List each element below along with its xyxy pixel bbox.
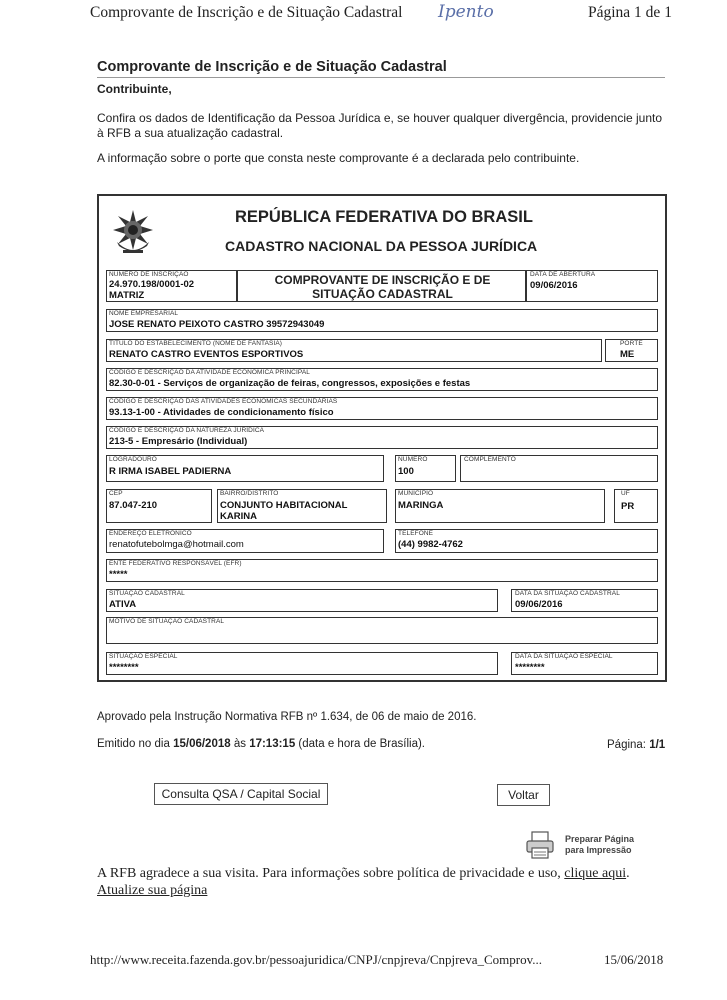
page-indicator <box>607 739 665 751</box>
print-header-page: Página 1 de 1 <box>588 4 672 21</box>
atividade-principal-value: 82.30-0-01 - Serviços de organização de feiras, congressos, exposições e festas <box>109 378 471 389</box>
data-situacao-value: 09/06/2016 <box>515 599 563 610</box>
uf-box <box>614 489 658 523</box>
print-footer-date: 15/06/2018 <box>604 952 664 967</box>
email-box <box>106 529 384 553</box>
efr-label: ENTE FEDERATIVO RESPONSÁVEL (EFR) <box>109 560 242 567</box>
situacao-especial-box <box>106 652 498 675</box>
printer-icon[interactable] <box>524 830 556 860</box>
natureza-juridica-label: CÓDIGO E DESCRIÇÃO DA NATUREZA JURÍDICA <box>109 427 265 434</box>
thanks-note <box>97 865 657 899</box>
cnpj-heading: CADASTRO NACIONAL DA PESSOA JURÍDICA <box>225 238 538 254</box>
emission-date: 15/06/2018 <box>173 738 231 750</box>
page-title: Comprovante de Inscrição e de Situação Cadastral <box>97 59 447 75</box>
voltar-button[interactable]: Voltar <box>497 784 550 806</box>
bairro-value-2: KARINA <box>220 511 257 522</box>
situacao-value: ATIVA <box>109 599 137 610</box>
inscricao-label: NÚMERO DE INSCRIÇÃO <box>109 271 189 278</box>
numero-value: 100 <box>398 466 414 477</box>
motivo-box <box>106 617 658 644</box>
numero-label: NÚMERO <box>398 456 428 463</box>
porte-label: PORTE <box>620 340 643 347</box>
telefone-label: TELEFONE <box>398 530 434 537</box>
emission-mid: às <box>230 738 250 750</box>
coat-of-arms-icon <box>111 208 155 256</box>
inscricao-value: 24.970.198/0001-02 <box>109 279 195 290</box>
atividades-secundarias-label: CÓDIGO E DESCRIÇÃO DAS ATIVIDADES ECONÔMICAS SECUNDÁRIAS <box>109 398 338 405</box>
print-header-title: Comprovante de Inscrição e de Situação Cadastral <box>90 4 403 21</box>
nome-empresarial-value: JOSE RENATO PEIXOTO CASTRO 39572943049 <box>109 319 325 330</box>
data-situacao-especial-value: ******** <box>515 662 545 673</box>
logradouro-box <box>106 455 384 482</box>
emission-suffix: (data e hora de Brasília). <box>295 738 425 750</box>
page-value: 1/1 <box>649 739 666 751</box>
emission-time: 17:13:15 <box>249 738 296 750</box>
telefone-value: (44) 9982-4762 <box>398 539 463 550</box>
consulta-qsa-button[interactable]: Consulta QSA / Capital Social <box>154 783 328 805</box>
situacao-especial-value: ******** <box>109 662 139 673</box>
porte-value: ME <box>620 349 635 360</box>
natureza-juridica-box <box>106 426 658 449</box>
atividade-principal-box <box>106 368 658 391</box>
republic-heading: REPÚBLICA FEDERATIVA DO BRASIL <box>235 208 533 226</box>
comprovante-title: COMPROVANTE DE INSCRIÇÃO E DE SITUAÇÃO CADASTRAL <box>274 273 491 301</box>
complemento-box <box>460 455 658 482</box>
abertura-value: 09/06/2016 <box>530 280 578 291</box>
situacao-especial-label: SITUAÇÃO ESPECIAL <box>109 653 178 660</box>
porte-paragraph: A informação sobre o porte que consta neste comprovante é a declarada pelo contribuinte. <box>97 151 580 165</box>
page-label: Página: <box>607 739 650 751</box>
titulo-box <box>106 339 602 362</box>
print-link-line2: para Impressão <box>565 845 632 855</box>
municipio-label: MUNICÍPIO <box>398 490 434 497</box>
inscricao-box <box>106 270 237 302</box>
bairro-label: BAIRRO/DISTRITO <box>220 490 279 497</box>
title-divider <box>97 77 665 78</box>
situacao-label: SITUAÇÃO CADASTRAL <box>109 590 185 597</box>
abertura-box <box>526 270 658 302</box>
data-situacao-label: DATA DA SITUAÇÃO CADASTRAL <box>515 590 620 597</box>
titulo-value: RENATO CASTRO EVENTOS ESPORTIVOS <box>109 349 304 360</box>
bairro-value: CONJUNTO HABITACIONAL <box>220 500 348 511</box>
matriz-value: MATRIZ <box>109 290 145 301</box>
bairro-box <box>217 489 387 523</box>
cep-box <box>106 489 212 523</box>
print-footer-url: http://www.receita.fazenda.gov.br/pessoajuridica/CNPJ/cnpjreva/Cnpjreva_Comprov... <box>90 952 542 967</box>
situacao-box <box>106 589 498 612</box>
data-situacao-especial-box <box>511 652 658 675</box>
uf-value: PR <box>621 501 635 512</box>
atividades-secundarias-box <box>106 397 658 420</box>
titulo-label: TÍTULO DO ESTABELECIMENTO (NOME DE FANTASIA) <box>109 340 283 347</box>
numero-box <box>395 455 456 482</box>
atividades-secundarias-value: 93.13-1-00 - Atividades de condicionamento físico <box>109 407 334 418</box>
nome-empresarial-box <box>106 309 658 332</box>
print-link[interactable] <box>565 834 634 856</box>
efr-box <box>106 559 658 582</box>
thanks-text: A RFB agradece a sua visita. Para informações sobre política de privacidade e uso, <box>97 866 565 881</box>
municipio-value: MARINGA <box>398 500 444 511</box>
thanks-period: . <box>626 866 630 881</box>
approval-note: Aprovado pela Instrução Normativa RFB nº 1.634, de 06 de maio de 2016. <box>97 711 477 723</box>
efr-value: ***** <box>109 569 128 580</box>
handwritten-annotation: Ipento <box>438 2 494 22</box>
email-value: renatofutebolmga@hotmail.com <box>109 539 244 550</box>
data-situacao-especial-label: DATA DA SITUAÇÃO ESPECIAL <box>515 653 613 660</box>
emission-note <box>97 738 425 750</box>
emission-prefix: Emitido no dia <box>97 738 174 750</box>
cep-label: CEP <box>109 490 123 497</box>
telefone-box <box>395 529 658 553</box>
logradouro-value: R IRMA ISABEL PADIERNA <box>109 466 232 477</box>
abertura-label: DATA DE ABERTURA <box>530 271 596 278</box>
nome-empresarial-label: NOME EMPRESARIAL <box>109 310 179 317</box>
complemento-label: COMPLEMENTO <box>464 456 516 463</box>
data-situacao-box <box>511 589 658 612</box>
comprovante-title-box <box>237 270 526 302</box>
print-link-line1: Preparar Página <box>565 834 635 844</box>
uf-label: UF <box>621 490 630 497</box>
cep-value: 87.047-210 <box>109 500 158 511</box>
email-label: ENDEREÇO ELETRÔNICO <box>109 530 192 537</box>
municipio-box <box>395 489 605 523</box>
porte-box <box>605 339 658 362</box>
natureza-juridica-value: 213-5 - Empresário (Individual) <box>109 436 248 447</box>
intro-paragraph: Confira os dados de Identificação da Pessoa Jurídica e, se houver qualquer divergência, providencie junto à RFB a sua atualização cadastral. <box>97 111 663 140</box>
logradouro-label: LOGRADOURO <box>109 456 157 463</box>
privacy-link[interactable]: clique aqui <box>564 866 627 881</box>
atividade-principal-label: CÓDIGO E DESCRIÇÃO DA ATIVIDADE ECONÔMICA PRINCIPAL <box>109 369 310 376</box>
refresh-link[interactable]: Atualize sua página <box>97 883 208 898</box>
motivo-label: MOTIVO DE SITUAÇÃO CADASTRAL <box>109 618 225 625</box>
greeting: Contribuinte, <box>97 82 172 96</box>
